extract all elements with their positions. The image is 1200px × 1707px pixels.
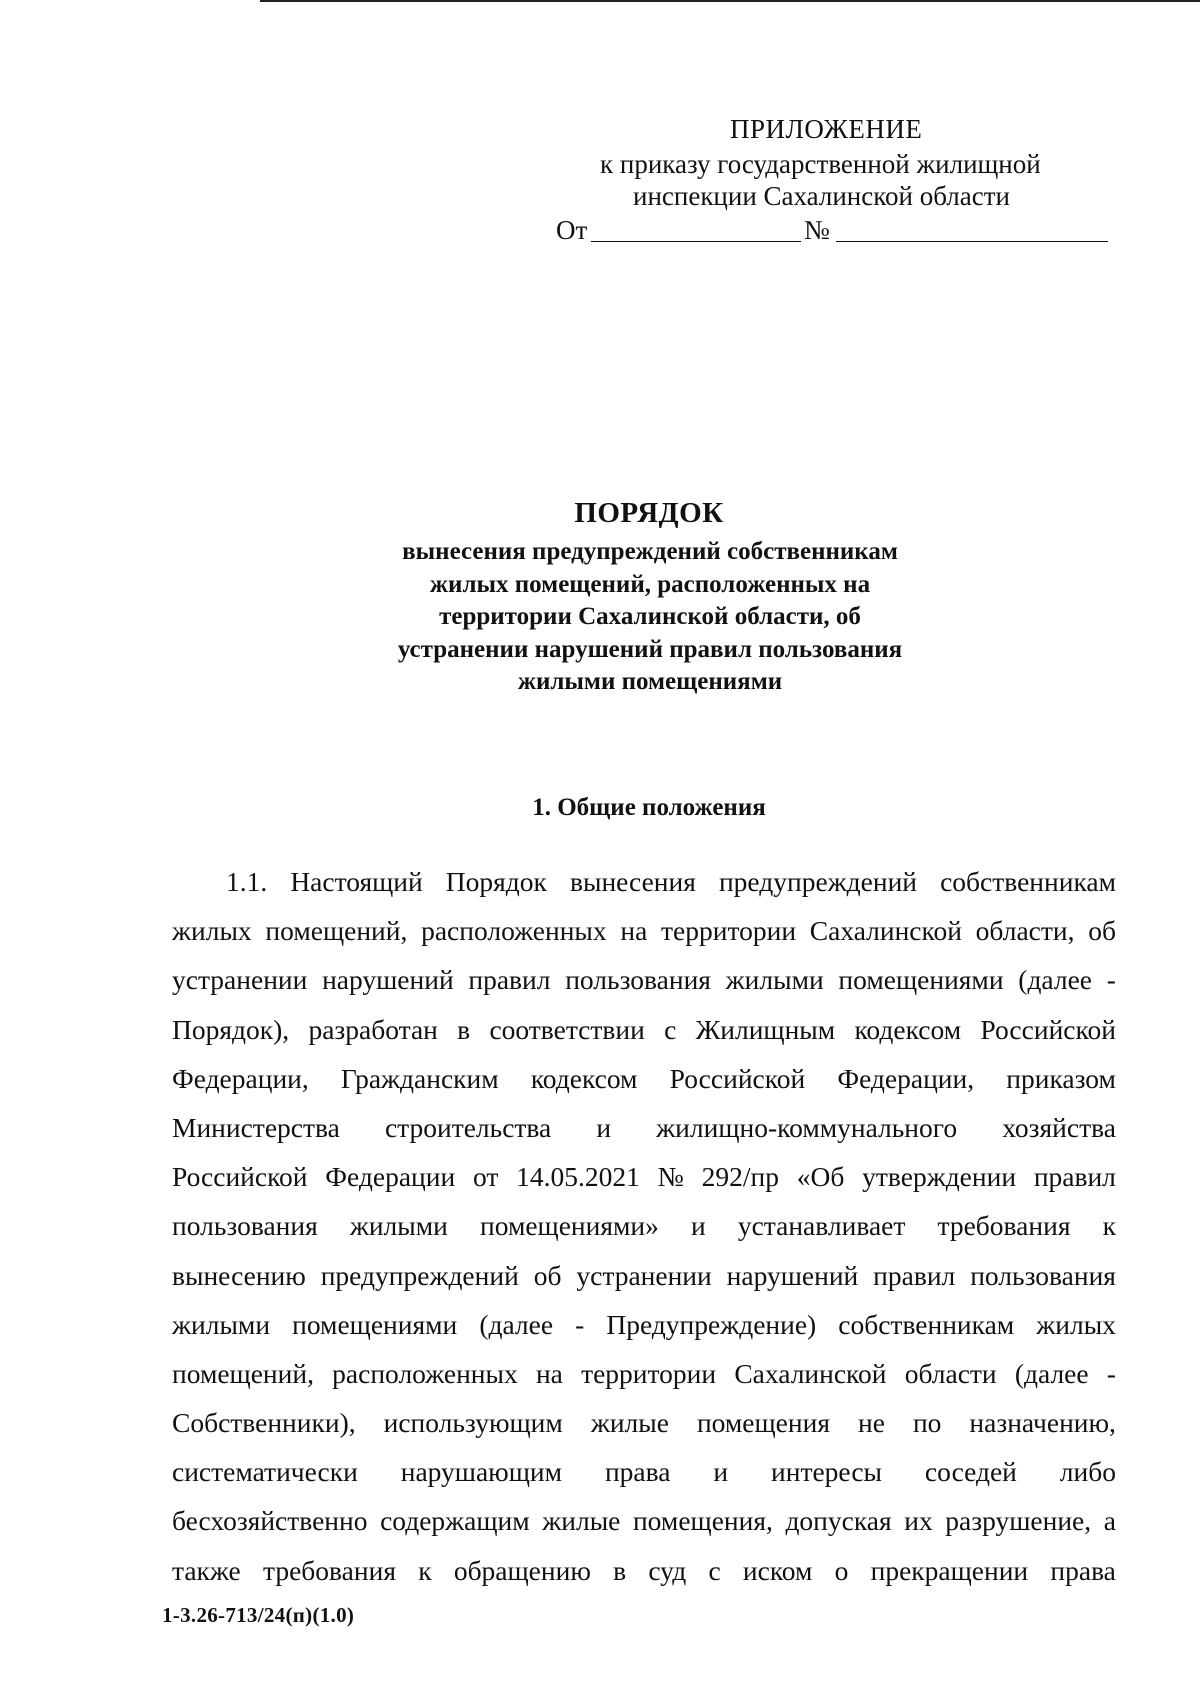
paragraph-line bbox=[172, 1496, 1116, 1545]
paragraph-word: Собственники), bbox=[172, 1407, 356, 1439]
paragraph-word: права bbox=[1050, 1554, 1116, 1586]
paragraph-word: и bbox=[713, 1456, 729, 1488]
paragraph-word: к bbox=[418, 1554, 432, 1586]
paragraph-word: требования bbox=[937, 1210, 1071, 1242]
paragraph-word: об bbox=[533, 1259, 562, 1291]
paragraph-word: Предупреждение) bbox=[606, 1308, 817, 1340]
paragraph-line bbox=[172, 1546, 1116, 1595]
paragraph-word: либо bbox=[1059, 1456, 1116, 1488]
paragraph-word: помещения, bbox=[632, 1505, 773, 1537]
subtitle-line: территории Сахалинской области, об bbox=[439, 603, 861, 630]
paragraph-word: правил bbox=[873, 1259, 956, 1291]
paragraph-word: допуская bbox=[785, 1505, 892, 1537]
paragraph-line bbox=[172, 1054, 1116, 1103]
paragraph-word: строительства bbox=[384, 1111, 552, 1143]
paragraph-word: бесхозяйственно bbox=[172, 1505, 368, 1537]
paragraph-word: расположенных bbox=[332, 1357, 518, 1389]
subtitle-line: жилыми помещениями bbox=[517, 668, 783, 695]
appendix-reference-line-2: инспекции Сахалинской области bbox=[633, 181, 1010, 211]
paragraph-word: пользования bbox=[970, 1259, 1116, 1291]
paragraph-word: кодексом bbox=[530, 1062, 638, 1094]
paragraph-word: Федерации, bbox=[837, 1062, 975, 1094]
subtitle-line: устранении нарушений правил пользования bbox=[397, 635, 903, 663]
paragraph-word: (далее bbox=[1014, 1357, 1089, 1389]
paragraph-word: приказом bbox=[1006, 1062, 1116, 1094]
paragraph-word: Сахалинской bbox=[734, 1357, 887, 1389]
paragraph-line bbox=[172, 1398, 1116, 1447]
paragraph-word: помещениями bbox=[838, 964, 1004, 996]
paragraph-word: - bbox=[1106, 1357, 1116, 1389]
paragraph-word: территории bbox=[581, 1357, 717, 1389]
paragraph-word: соответствии bbox=[489, 1013, 645, 1045]
paragraph-word: Российской bbox=[172, 1161, 308, 1193]
paragraph-word: о bbox=[834, 1554, 849, 1586]
paragraph-word: устранении bbox=[576, 1259, 712, 1291]
paragraph-word: (далее bbox=[1018, 964, 1093, 996]
paragraph-word: жилыми bbox=[349, 1210, 448, 1242]
paragraph-word: вынесения bbox=[569, 866, 696, 897]
subtitle-line: жилых помещений, расположенных на bbox=[429, 570, 871, 598]
paragraph-word: собственникам bbox=[940, 866, 1116, 897]
paragraph-word: помещениями bbox=[292, 1308, 458, 1340]
paragraph-word: и bbox=[596, 1111, 612, 1143]
paragraph-line bbox=[172, 955, 1116, 1004]
paragraph-word: кодексом bbox=[854, 1013, 962, 1045]
paragraph-word: собственникам bbox=[838, 1308, 1015, 1340]
document-title: ПОРЯДОК bbox=[574, 497, 724, 529]
paragraph-word: устранении bbox=[172, 964, 308, 996]
paragraph-word: на bbox=[620, 915, 648, 947]
paragraph-word: помещения bbox=[696, 1407, 830, 1439]
paragraph-word: жилые bbox=[542, 1505, 621, 1537]
paragraph-line bbox=[172, 1447, 1116, 1496]
paragraph-word: систематически bbox=[172, 1456, 358, 1488]
paragraph-word: 292/пр bbox=[701, 1161, 779, 1193]
paragraph-line bbox=[172, 857, 1116, 906]
paragraph-word: жилыми bbox=[725, 964, 824, 996]
paragraph-word: в bbox=[457, 1013, 471, 1045]
paragraph-word: правил bbox=[1033, 1161, 1116, 1193]
document-subtitle bbox=[200, 536, 1100, 699]
date-blank-line bbox=[591, 241, 801, 242]
paragraph-word: области bbox=[904, 1357, 997, 1389]
paragraph-word: 1.1. bbox=[226, 866, 268, 897]
paragraph-word: помещений, bbox=[172, 1357, 314, 1389]
paragraph-word: назначению, bbox=[969, 1407, 1116, 1439]
paragraph-word: права bbox=[604, 1456, 671, 1488]
paragraph-word: на bbox=[535, 1357, 563, 1389]
scan-top-border bbox=[260, 0, 1200, 2]
paragraph-word: разработан bbox=[308, 1013, 438, 1045]
appendix-reference-line-1: к приказу государственной жилищной bbox=[600, 149, 1041, 179]
paragraph-word: «Об bbox=[796, 1161, 845, 1193]
paragraph-word: (далее bbox=[479, 1308, 554, 1340]
paragraph-word: Российской bbox=[980, 1013, 1116, 1045]
paragraph-word: прекращении bbox=[870, 1554, 1029, 1586]
paragraph-word: не bbox=[857, 1407, 885, 1439]
appendix-date-label: От bbox=[556, 215, 588, 245]
paragraph-word: устанавливает bbox=[737, 1210, 906, 1242]
paragraph-word: об bbox=[1088, 915, 1116, 947]
appendix-title: ПРИЛОЖЕНИЕ bbox=[730, 114, 923, 144]
paragraph-word: разрушение, bbox=[945, 1505, 1092, 1537]
paragraph-word: № bbox=[657, 1161, 684, 1193]
number-blank-line bbox=[836, 241, 1108, 242]
paragraph-line bbox=[172, 906, 1116, 955]
paragraph-word: жилыми bbox=[172, 1308, 271, 1340]
paragraph-word: а bbox=[1103, 1505, 1116, 1537]
paragraph-word: пользования bbox=[565, 964, 711, 996]
paragraph-word: жилых bbox=[1036, 1308, 1116, 1340]
paragraph-word: использующим bbox=[383, 1407, 563, 1439]
paragraph-word: к bbox=[1102, 1210, 1116, 1242]
paragraph-word: жилищно-коммунального bbox=[656, 1111, 958, 1143]
paragraph-word: вынесению bbox=[172, 1259, 306, 1291]
paragraph-word: суд bbox=[648, 1554, 687, 1586]
paragraph-word: Федерации bbox=[325, 1161, 456, 1193]
paragraph-word: Порядок), bbox=[172, 1013, 290, 1045]
paragraph-word: и bbox=[691, 1210, 706, 1242]
paragraph-1-1 bbox=[172, 857, 1116, 1595]
paragraph-word: Федерации, bbox=[172, 1062, 309, 1094]
paragraph-word: иском bbox=[742, 1554, 813, 1586]
paragraph-word: соседей bbox=[924, 1456, 1017, 1488]
paragraph-word: жилые bbox=[590, 1407, 669, 1439]
paragraph-word: предупреждений bbox=[718, 866, 918, 897]
paragraph-word: - bbox=[575, 1308, 585, 1340]
paragraph-word: пользования bbox=[172, 1210, 318, 1242]
paragraph-word: правил bbox=[468, 964, 551, 996]
paragraph-word: Жилищным bbox=[695, 1013, 836, 1045]
paragraph-word: территории bbox=[661, 915, 797, 947]
paragraph-word: расположенных bbox=[421, 915, 607, 947]
paragraph-word: Российской bbox=[669, 1062, 806, 1094]
paragraph-line bbox=[172, 1201, 1116, 1250]
paragraph-word: нарушений bbox=[322, 964, 454, 996]
paragraph-word: Сахалинской bbox=[809, 915, 962, 947]
paragraph-word: Порядок bbox=[445, 866, 547, 897]
paragraph-word: утверждении bbox=[862, 1161, 1017, 1193]
paragraph-word: в bbox=[613, 1554, 627, 1586]
paragraph-word: требования bbox=[263, 1554, 396, 1586]
paragraph-line bbox=[172, 1103, 1116, 1152]
paragraph-word: жилых bbox=[172, 915, 252, 947]
subtitle-line: вынесения предупреждений собственникам bbox=[402, 538, 898, 565]
paragraph-line bbox=[172, 1152, 1116, 1201]
paragraph-line bbox=[172, 1251, 1116, 1300]
paragraph-word: интересы bbox=[771, 1456, 882, 1488]
paragraph-word: помещениями» bbox=[480, 1210, 659, 1242]
paragraph-line bbox=[172, 1300, 1116, 1349]
appendix-number-label: № bbox=[804, 215, 830, 245]
paragraph-word: хозяйства bbox=[1002, 1111, 1116, 1143]
paragraph-word: 14.05.2021 bbox=[516, 1161, 640, 1193]
paragraph-word: помещений, bbox=[265, 915, 408, 947]
paragraph-word: Министерства bbox=[172, 1111, 340, 1143]
paragraph-word: Гражданским bbox=[340, 1062, 499, 1094]
paragraph-word: области, bbox=[975, 915, 1075, 947]
paragraph-word: - bbox=[1106, 964, 1116, 996]
document-code: 1-3.26-713/24(п)(1.0) bbox=[162, 1603, 355, 1627]
paragraph-line bbox=[172, 1005, 1116, 1054]
paragraph-word: Настоящий bbox=[290, 866, 423, 897]
paragraph-word: по bbox=[912, 1407, 942, 1439]
paragraph-word: их bbox=[904, 1505, 933, 1537]
paragraph-word: предупреждений bbox=[320, 1259, 519, 1291]
paragraph-word: нарушающим bbox=[400, 1456, 563, 1488]
paragraph-word: содержащим bbox=[380, 1505, 530, 1537]
paragraph-word: с bbox=[664, 1013, 677, 1045]
paragraph-word: от bbox=[472, 1161, 499, 1193]
paragraph-word: нарушений bbox=[726, 1259, 859, 1291]
paragraph-word: с bbox=[708, 1554, 721, 1586]
paragraph-line bbox=[172, 1349, 1116, 1398]
paragraph-word: обращению bbox=[453, 1554, 591, 1586]
paragraph-word: также bbox=[172, 1554, 241, 1586]
section-heading: 1. Общие положения bbox=[532, 794, 766, 821]
